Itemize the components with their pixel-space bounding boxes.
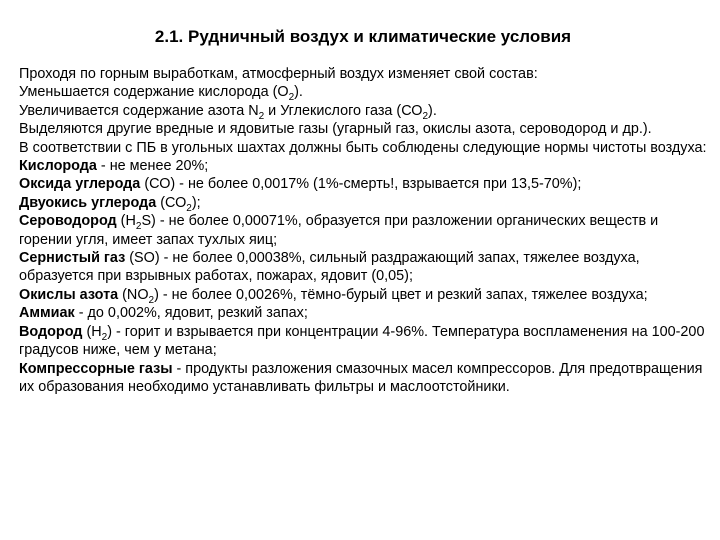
norm-name: Аммиак [19,305,75,322]
subscript: 2 [135,221,142,233]
norm-text: - продукты разложения смазочных масел компрессоров. Для предотвращения их образования необходимо устанавливать фильтры и маслоотстойники. [19,360,703,395]
paragraph-nitrogen-increase [19,102,709,120]
norm-text: ) - горит и взрывается при концентрации 4-96%. Температура воспламенения на 100-200 градусов ниже, чем у метана; [19,323,705,359]
norm-text: - не менее 20%; [96,158,209,175]
subscript: 2 [148,294,155,306]
slide-title: 2.1. Рудничный воздух и климатические условия [154,27,572,46]
norm-text: ) - не более 0,0026%, тёмно-бурый цвет и резкий запах, тяжелее воздуха; [154,286,648,303]
norm-hydrogen [19,323,709,360]
text-fragment: и Углекислого газа (СО [264,102,423,119]
norm-name: Сероводород [19,213,117,230]
paragraph-intro: Проходя по горным выработкам, атмосферный воздух изменяет свой состав: [19,66,538,82]
norm-carbon-dioxide [19,194,709,212]
norm-text: (SO) - не более 0,00038%, сильный раздражающий запах, тяжелее воздуха, образуется при взрывных работах, пожарах, ядовит (0,05); [19,250,640,285]
norm-compressor-gases [19,360,709,397]
norm-text: ); [191,194,201,211]
text-fragment: Уменьшается содержание кислорода (О [19,84,289,101]
norm-nitrogen-oxides [19,286,709,304]
subscript: 2 [101,331,108,343]
norm-text: (Н [82,323,102,340]
norm-text: (Н [116,213,136,230]
norm-carbon-monoxide [19,175,709,193]
norm-hydrogen-sulfide [19,212,709,249]
norm-name: Кислорода [19,158,97,175]
paragraph-harmful-gases: Выделяются другие вредные и ядовитые газы (угарный газ, окислы азота, сероводород и др.). [19,121,652,138]
norm-text: (СО) - не более 0,0017% (1%-смерть!, взрывается при 13,5-70%); [140,176,582,193]
norm-name: Окислы азота [19,286,119,303]
norm-sulfur-gas [19,249,709,286]
norm-ammonia [19,304,709,322]
norm-text: (СО [156,194,187,211]
paragraph-oxygen-decrease [19,83,709,104]
norm-name: Двуокись углерода [19,194,157,211]
subscript: 2 [422,110,429,122]
norm-text: (NO [118,286,149,303]
subscript: 2 [186,202,192,214]
subscript: 2 [258,110,265,122]
slide-content [19,65,709,396]
norm-text: S) - не более 0,00071%, образуется при разложении органических веществ и горении угля, имеет запах тухлых яиц; [19,213,659,248]
norm-name: Оксида углерода [19,176,141,193]
text-fragment: ). [294,84,303,101]
text-fragment: Увеличивается содержание азота N [19,102,259,119]
paragraph-norms-intro: В соответствии с ПБ в угольных шахтах должны быть соблюдены следующие нормы чистоты воздуха: [19,139,707,156]
norm-text: - до 0,002%, ядовит, резкий запах; [74,305,308,322]
norm-name: Сернистый газ [19,250,126,267]
norm-name: Водород [19,323,83,340]
norm-name: Компрессорные газы [19,360,173,377]
norm-oxygen [19,157,709,175]
text-fragment: ). [428,102,437,119]
subscript: 2 [288,92,295,104]
